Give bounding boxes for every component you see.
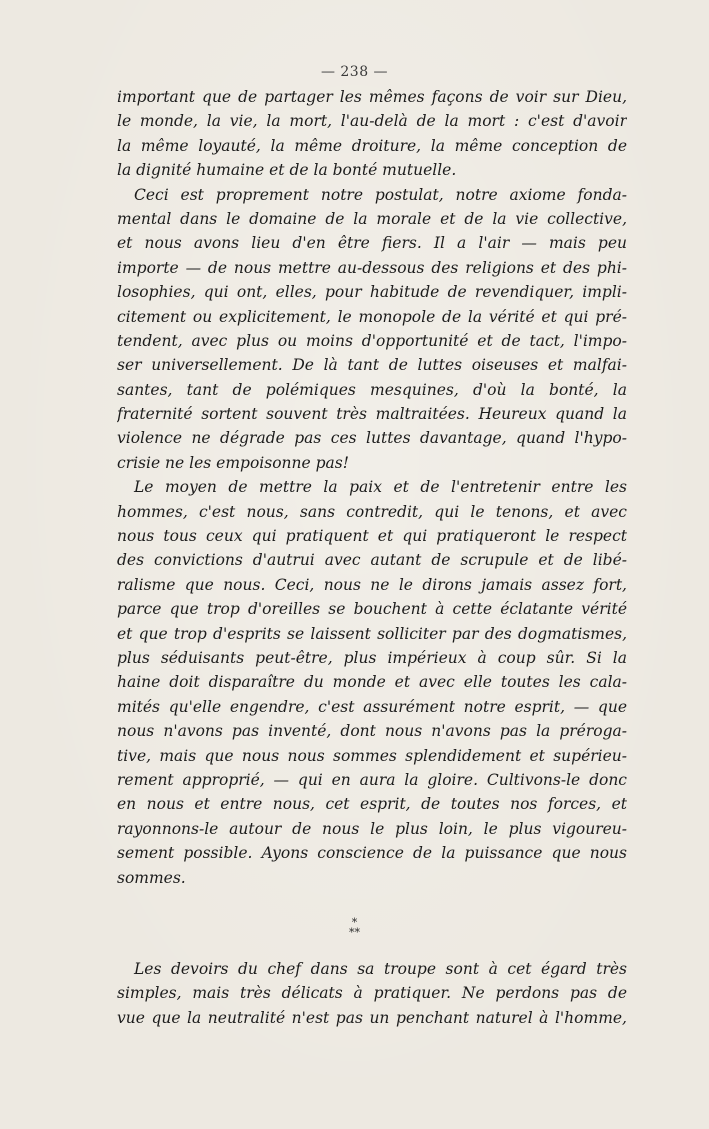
next-section-text xyxy=(117,957,627,1030)
text-line: mental dans le domaine de la morale et de la vie collective, xyxy=(117,209,627,228)
text-line: sement possible. Ayons conscience de la puissance que nous xyxy=(117,844,627,863)
text-line: et nous avons lieu d'en être fiers. Il a l'air — mais peu xyxy=(117,234,627,253)
text-line: nous n'avons pas inventé, dont nous n'avons pas la préroga- xyxy=(117,722,627,741)
asterism-top: * xyxy=(351,916,358,929)
text-line: santes, tant de polémiques mesquines, d'où la bonté, la xyxy=(117,380,627,399)
text-line: ralisme que nous. Ceci, nous ne le dirons jamais assez fort, xyxy=(117,575,627,594)
text-line: rement approprié, — qui en aura la gloire. Cultivons-le donc xyxy=(117,770,627,789)
text-line: la même loyauté, la même droiture, la même conception de xyxy=(117,136,627,155)
text-line: Le moyen de mettre la paix et de l'entretenir entre les xyxy=(134,478,627,497)
text-line: rayonnons-le autour de nous le plus loin, le plus vigoureu- xyxy=(117,819,627,838)
text-line: hommes, c'est nous, sans contredit, qui le tenons, et avec xyxy=(117,502,627,521)
text-line: citement ou explicitement, le monopole de la vérité et qui pré- xyxy=(117,307,627,326)
text-line: Les devoirs du chef dans sa troupe sont à cet égard très xyxy=(134,960,627,978)
text-line: haine doit disparaître du monde et avec elle toutes les cala- xyxy=(117,673,627,692)
text-line: la dignité humaine et de la bonté mutuelle. xyxy=(117,161,457,180)
text-line: ser universellement. De là tant de luttes oiseuses et malfai- xyxy=(117,356,627,375)
text-line: simples, mais très délicats à pratiquer. Ne perdons pas de xyxy=(117,984,627,1003)
text-line: vue que la neutralité n'est pas un penchant naturel à l'homme, xyxy=(117,1008,627,1027)
text-line: importe — de nous mettre au-dessous des religions et des phi- xyxy=(117,258,627,277)
text-line: en nous et entre nous, cet esprit, de toutes nos forces, et xyxy=(117,795,627,814)
text-line: nous tous ceux qui pratiquent et qui pratiqueront le respect xyxy=(117,527,627,546)
main-text-block xyxy=(117,85,627,890)
text-line: des convictions d'autrui avec autant de scrupule et de libé- xyxy=(117,551,627,570)
text-line: et que trop d'esprits se laissent solliciter par des dogmatismes, xyxy=(117,624,627,643)
asterism-ornament xyxy=(0,918,709,938)
text-line: tive, mais que nous nous sommes splendidement et supérieu- xyxy=(117,746,627,765)
text-line: losophies, qui ont, elles, pour habitude de revendiquer, impli- xyxy=(117,283,627,302)
page-number: — 238 — xyxy=(320,64,389,80)
text-line: crisie ne les empoisonne pas! xyxy=(117,453,349,472)
text-line: fraternité sortent souvent très maltraitées. Heureux quand la xyxy=(117,405,627,424)
text-line: sommes. xyxy=(117,868,186,887)
text-line: important que de partager les mêmes façons de voir sur Dieu, xyxy=(117,88,627,106)
text-line: parce que trop d'oreilles se bouchent à cette éclatante vérité xyxy=(117,600,627,619)
text-line: violence ne dégrade pas ces luttes davantage, quand l'hypo- xyxy=(117,429,627,448)
text-line: mités qu'elle engendre, c'est assurément notre esprit, — que xyxy=(117,697,627,716)
text-line: Ceci est proprement notre postulat, notre axiome fonda- xyxy=(134,185,627,204)
asterism-bottom: ** xyxy=(349,926,360,939)
text-line: plus séduisants peut-être, plus impérieux à coup sûr. Si la xyxy=(117,648,627,667)
text-line: le monde, la vie, la mort, l'au-delà de la mort : c'est d'avoir xyxy=(117,112,627,131)
text-line: tendent, avec plus ou moins d'opportunité et de tact, l'impo- xyxy=(117,331,627,350)
